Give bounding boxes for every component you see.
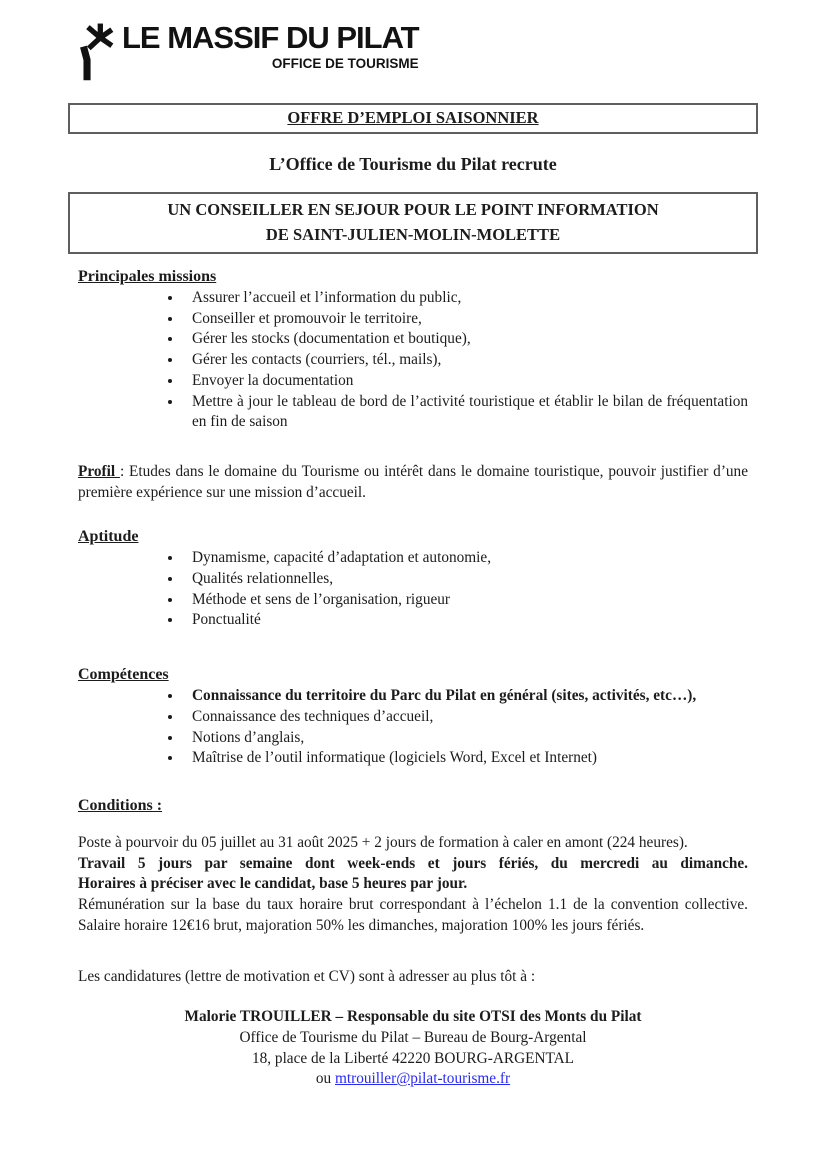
conditions-bold-line-1: Travail 5 jours par semaine dont week-ends et jours fériés, du mercredi au dimanche. xyxy=(78,854,748,872)
section-competences xyxy=(78,665,748,769)
conditions-heading: Conditions : xyxy=(78,796,163,814)
aptitude-list xyxy=(78,548,748,631)
contact-organisation: Office de Tourisme du Pilat – Bureau de Bourg-Argental xyxy=(239,1028,587,1046)
missions-list xyxy=(78,288,748,433)
list-item: • Connaissance du territoire du Parc du Pilat en général (sites, activités, etc…), xyxy=(183,686,748,707)
banner-title: OFFRE D’EMPLOI SAISONNIER xyxy=(287,108,539,127)
application-intro: Les candidatures (lettre de motivation et CV) sont à adresser au plus tôt à : xyxy=(78,968,536,986)
pilat-logo-mark-icon xyxy=(74,20,116,87)
list-item: • Gérer les contacts (courriers, tél., mails), xyxy=(183,350,748,371)
list-item: • Envoyer la documentation xyxy=(183,371,748,392)
aptitude-heading: Aptitude xyxy=(78,528,139,546)
list-item: • Notions d’anglais, xyxy=(183,728,748,749)
profil-separator: : xyxy=(119,462,130,480)
list-item: • Conseiller et promouvoir le territoire, xyxy=(183,309,748,330)
list-item: • Connaissance des techniques d’accueil, xyxy=(183,707,748,728)
contact-name: Malorie TROUILLER – Responsable du site OTSI des Monts du Pilat xyxy=(184,1008,642,1026)
conditions-paragraph-1: Poste à pourvoir du 05 juillet au 31 août 2025 + 2 jours de formation à caler en amont (224 heures). xyxy=(78,833,688,851)
missions-heading: Principales missions xyxy=(78,268,217,285)
banner-box xyxy=(68,103,758,134)
list-item: • Gérer les stocks (documentation et boutique), xyxy=(183,329,748,350)
section-aptitude xyxy=(78,527,748,631)
competences-list xyxy=(78,686,748,769)
profil-text: Etudes dans le domaine du Tourisme ou intérêt dans le domaine touristique, pouvoir justifier d’une première expérience sur une mission d’accueil. xyxy=(78,462,748,501)
contact-address: 18, place de la Liberté 42220 BOURG-ARGENTAL xyxy=(251,1049,575,1067)
conditions-bold-line-2: Horaires à préciser avec le candidat, base 5 heures par jour. xyxy=(78,875,468,893)
conditions-paragraph-3: Rémunération sur la base du taux horaire brut correspondant à l’échelon 1.1 de la convention collective. Salaire horaire 12€16 brut, majoration 50% les dimanches, majoration 100% les jours fériés. xyxy=(78,896,748,934)
logo-title: LE MASSIF DU PILAT xyxy=(122,20,419,55)
email-link[interactable]: mtrouiller@pilat-tourisme.fr xyxy=(335,1070,511,1088)
list-item: • Maîtrise de l’outil informatique (logiciels Word, Excel et Internet) xyxy=(183,748,748,769)
section-profil xyxy=(78,462,748,503)
position-box xyxy=(68,192,758,254)
logo-subtitle: OFFICE DE TOURISME xyxy=(271,56,419,71)
competences-heading: Compétences xyxy=(78,666,169,684)
list-item: • Assurer l’accueil et l’information du public, xyxy=(183,288,748,309)
contact-email-line xyxy=(78,1069,748,1090)
position-line-1: UN CONSEILLER EN SEJOUR POUR LE POINT INFORMATION xyxy=(167,200,659,219)
list-item: • Dynamisme, capacité d’adaptation et autonomie, xyxy=(183,548,748,569)
position-line-2: DE SAINT-JULIEN-MOLIN-MOLETTE xyxy=(265,225,561,244)
profil-heading: Profil xyxy=(78,462,120,480)
list-item: • Mettre à jour le tableau de bord de l’activité touristique et établir le bilan de fréquentation en fin de saison xyxy=(183,392,748,433)
email-prefix: ou xyxy=(315,1070,336,1088)
list-item: • Qualités relationnelles, xyxy=(183,569,748,590)
contact-block xyxy=(78,1007,748,1090)
section-conditions xyxy=(78,796,748,937)
list-item: • Méthode et sens de l’organisation, rigueur xyxy=(183,590,748,611)
section-application xyxy=(78,967,748,1090)
profil-paragraph xyxy=(78,462,748,503)
section-missions xyxy=(78,267,748,433)
list-item: • Ponctualité xyxy=(183,610,748,631)
logo xyxy=(74,18,758,82)
intro-heading: L’Office de Tourisme du Pilat recrute xyxy=(269,154,557,174)
